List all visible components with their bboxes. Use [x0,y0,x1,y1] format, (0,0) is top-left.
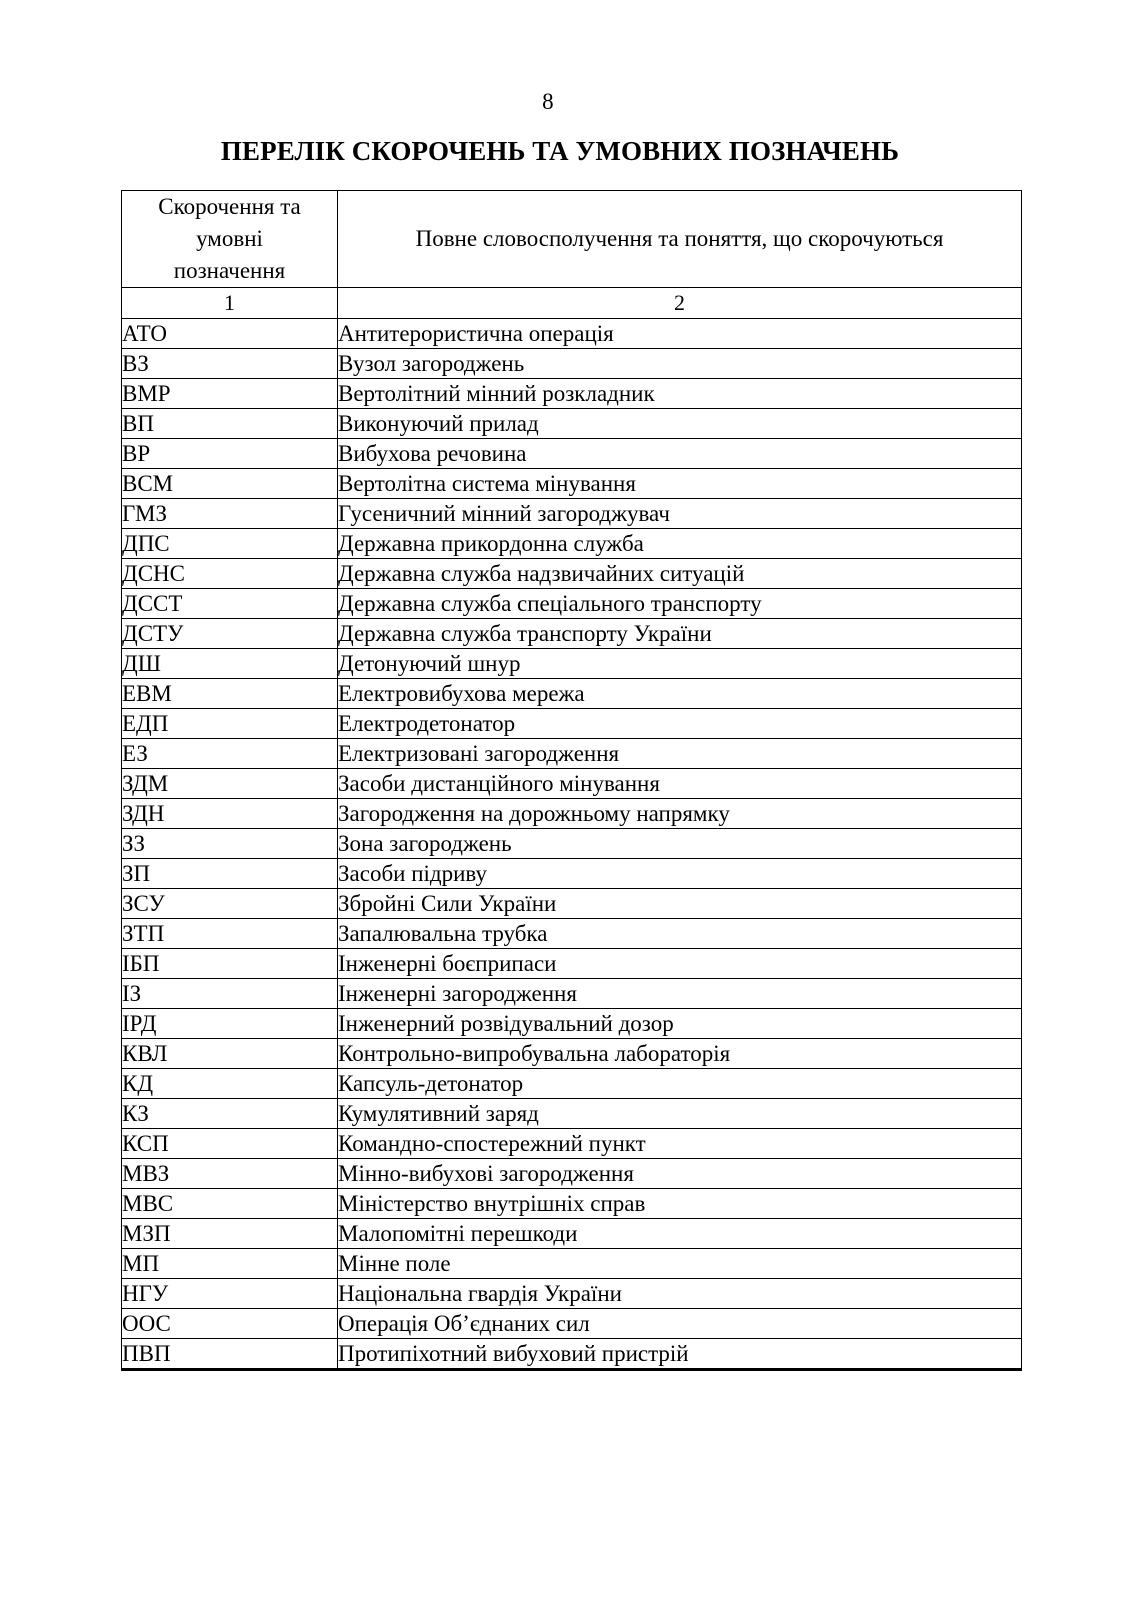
table-header-row [122,191,1022,288]
cell-abbreviation: КЗ [122,1099,338,1129]
table-row [122,409,1022,439]
cell-abbreviation: ІЗ [122,979,338,1009]
cell-full-phrase: Малопомітні перешкоди [338,1219,1022,1249]
cell-full-phrase: Капсуль-детонатор [338,1069,1022,1099]
table-row [122,739,1022,769]
column-header-abbreviation-line1: Скорочення та [158,194,301,219]
cell-full-phrase: Електродетонатор [338,709,1022,739]
cell-full-phrase: Засоби підриву [338,859,1022,889]
cell-full-phrase: Виконуючий прилад [338,409,1022,439]
column-number-2: 2 [338,288,1022,319]
table-row [122,889,1022,919]
cell-full-phrase: Вертолітний мінний розкладник [338,379,1022,409]
cell-full-phrase: Мінно-вибухові загородження [338,1159,1022,1189]
table-row [122,469,1022,499]
cell-full-phrase: Національна гвардія України [338,1279,1022,1309]
cell-abbreviation: ПВП [122,1339,338,1370]
cell-full-phrase: Інженерні боєприпаси [338,949,1022,979]
table-row [122,919,1022,949]
cell-full-phrase: Мінне поле [338,1249,1022,1279]
table-row [122,1219,1022,1249]
column-number-1: 1 [122,288,338,319]
page-title: ПЕРЕЛІК СКОРОЧЕНЬ ТА УМОВНИХ ПОЗНАЧЕНЬ [220,136,900,166]
cell-abbreviation: НГУ [122,1279,338,1309]
cell-full-phrase: Операція Об’єднаних сил [338,1309,1022,1339]
cell-abbreviation: ЗЗ [122,829,338,859]
cell-abbreviation: ВР [122,439,338,469]
cell-abbreviation: ЕЗ [122,739,338,769]
cell-abbreviation: КД [122,1069,338,1099]
cell-abbreviation: МВЗ [122,1159,338,1189]
table-row [122,709,1022,739]
page-number: 8 [542,89,554,114]
cell-abbreviation: ВЗ [122,349,338,379]
table-row [122,979,1022,1009]
table-row [122,1309,1022,1339]
cell-full-phrase: Електризовані загородження [338,739,1022,769]
table-row [122,1339,1022,1370]
cell-full-phrase: Міністерство внутрішніх справ [338,1189,1022,1219]
cell-full-phrase: Інженерний розвідувальний дозор [338,1009,1022,1039]
cell-full-phrase: Вузол загороджень [338,349,1022,379]
cell-abbreviation: ВМР [122,379,338,409]
cell-abbreviation: ДПС [122,529,338,559]
cell-abbreviation: ДССТ [122,589,338,619]
table-row [122,1099,1022,1129]
cell-full-phrase: Збройні Сили України [338,889,1022,919]
cell-full-phrase: Засоби дистанційного мінування [338,769,1022,799]
table-row [122,589,1022,619]
cell-full-phrase: Командно-спостережний пункт [338,1129,1022,1159]
cell-abbreviation: ЕВМ [122,679,338,709]
table-row [122,619,1022,649]
column-header-abbreviation-line3: позначення [173,258,286,283]
column-header-full-phrase: Повне словосполучення та поняття, що скорочуються [338,191,1022,288]
cell-full-phrase: Кумулятивний заряд [338,1099,1022,1129]
cell-abbreviation: ЗП [122,859,338,889]
table-row [122,649,1022,679]
table-row [122,529,1022,559]
column-header-abbreviation-line2: умовні [196,226,263,251]
table-row [122,829,1022,859]
cell-full-phrase: Гусеничний мінний загороджувач [338,499,1022,529]
cell-abbreviation: МЗП [122,1219,338,1249]
cell-abbreviation: ЗСУ [122,889,338,919]
table-row [122,559,1022,589]
table-column-number-row [122,288,1022,319]
table-row [122,679,1022,709]
table-row [122,1159,1022,1189]
cell-full-phrase: Зона загороджень [338,829,1022,859]
table-row [122,1249,1022,1279]
table-row [122,1039,1022,1069]
table-row [122,769,1022,799]
cell-abbreviation: ІБП [122,949,338,979]
abbreviations-table [121,190,1022,1371]
cell-abbreviation: ДСНС [122,559,338,589]
table-row [122,439,1022,469]
cell-full-phrase: Вертолітна система мінування [338,469,1022,499]
table-row [122,949,1022,979]
cell-full-phrase: Антитерористична операція [338,319,1022,349]
column-header-abbreviation [122,191,338,288]
cell-full-phrase: Протипіхотний вибуховий пристрій [338,1339,1022,1370]
cell-full-phrase: Електровибухова мережа [338,679,1022,709]
abbreviations-table-body [122,319,1022,1370]
cell-full-phrase: Державна служба транспорту України [338,619,1022,649]
cell-full-phrase: Інженерні загородження [338,979,1022,1009]
cell-abbreviation: ООС [122,1309,338,1339]
cell-full-phrase: Детонуючий шнур [338,649,1022,679]
cell-abbreviation: ВП [122,409,338,439]
cell-abbreviation: ДШ [122,649,338,679]
cell-abbreviation: ЗДН [122,799,338,829]
table-row [122,379,1022,409]
cell-abbreviation: ДСТУ [122,619,338,649]
cell-abbreviation: МВС [122,1189,338,1219]
cell-abbreviation: КВЛ [122,1039,338,1069]
cell-full-phrase: Контрольно-випробувальна лабораторія [338,1039,1022,1069]
cell-abbreviation: ЗДМ [122,769,338,799]
table-row [122,1129,1022,1159]
cell-full-phrase: Державна прикордонна служба [338,529,1022,559]
cell-abbreviation: ЕДП [122,709,338,739]
cell-abbreviation: ГМЗ [122,499,338,529]
table-row [122,349,1022,379]
cell-full-phrase: Державна служба спеціального транспорту [338,589,1022,619]
table-row [122,1189,1022,1219]
cell-abbreviation: КСП [122,1129,338,1159]
table-row [122,499,1022,529]
cell-full-phrase: Державна служба надзвичайних ситуацій [338,559,1022,589]
table-row [122,1279,1022,1309]
cell-full-phrase: Вибухова речовина [338,439,1022,469]
cell-abbreviation: АТО [122,319,338,349]
abbreviations-table-container [121,190,1021,1371]
table-row [122,1009,1022,1039]
cell-abbreviation: МП [122,1249,338,1279]
cell-full-phrase: Загородження на дорожньому напрямку [338,799,1022,829]
cell-abbreviation: ІРД [122,1009,338,1039]
cell-abbreviation: ЗТП [122,919,338,949]
table-row [122,859,1022,889]
table-row [122,799,1022,829]
cell-abbreviation: ВСМ [122,469,338,499]
table-row [122,1069,1022,1099]
table-row [122,319,1022,349]
cell-full-phrase: Запалювальна трубка [338,919,1022,949]
